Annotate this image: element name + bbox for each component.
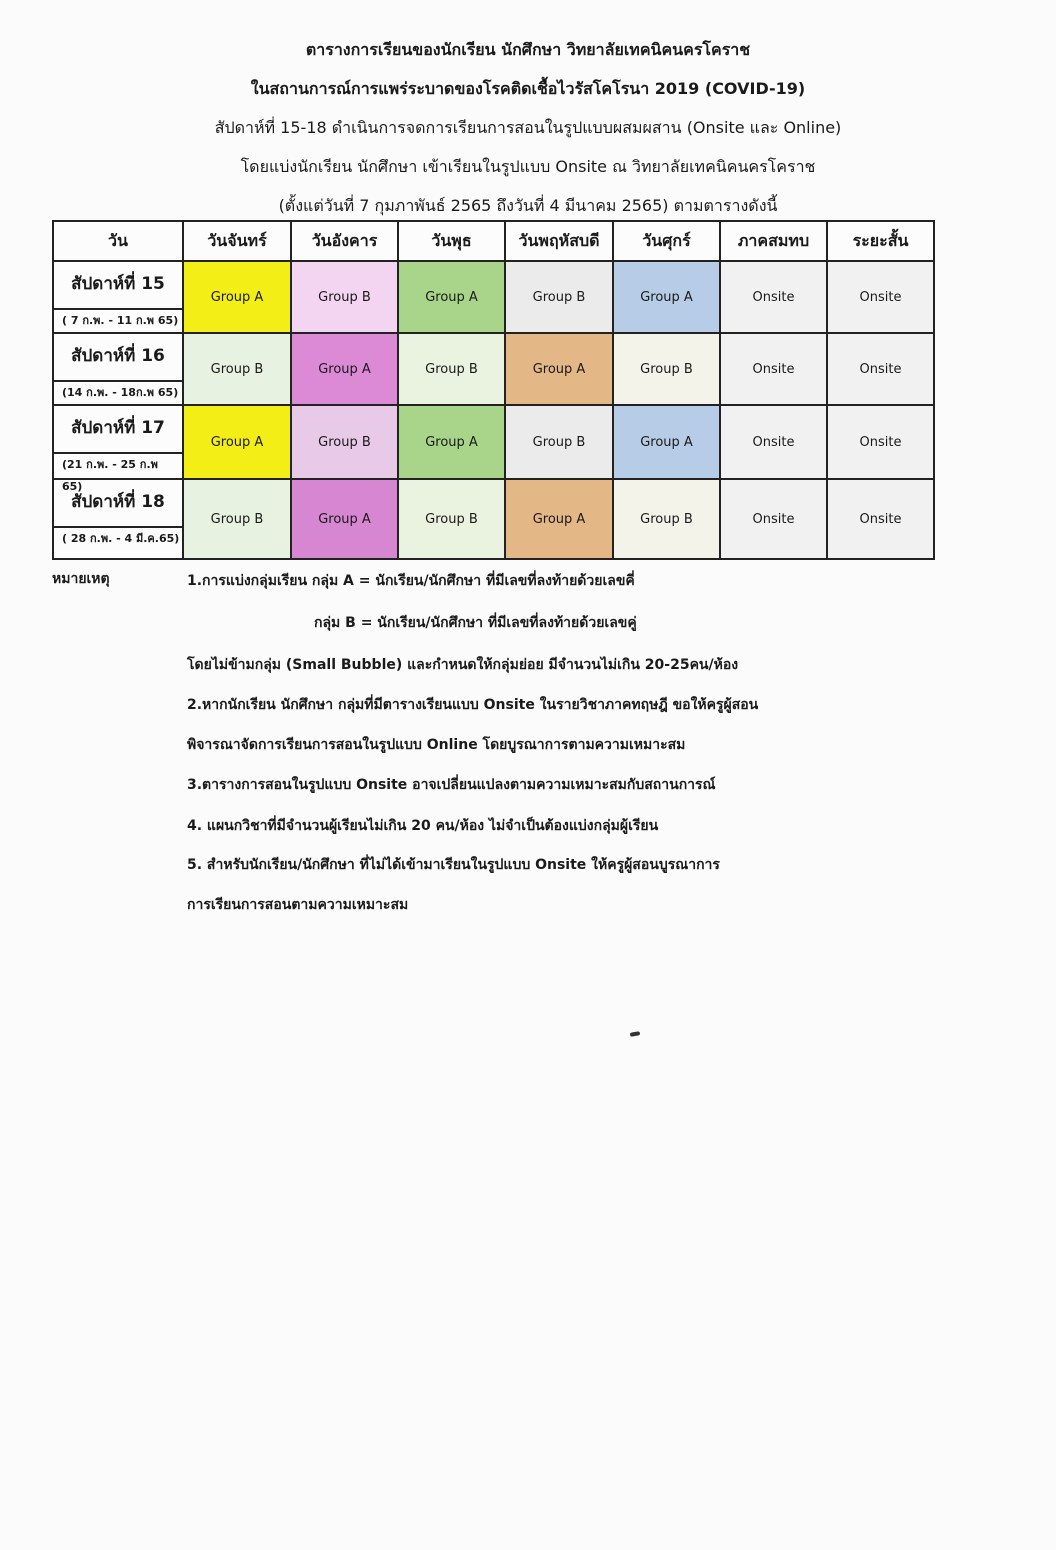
schedule-cell: Group A [613,261,720,333]
week-cell [53,261,183,333]
schedule-cell: Group A [613,405,720,479]
schedule-cell: Group B [183,479,291,559]
week-cell [53,333,183,405]
note-3: 3.ตารางการสอนในรูปแบบ Onsite อาจเปลี่ยนแปลงตามความเหมาะสมกับสถานการณ์ [187,777,716,793]
note-1: 1.การแบ่งกลุ่มเรียน กลุ่ม A = นักเรียน/นักศึกษา ที่มีเลขที่ลงท้ายด้วยเลขคี่ [187,573,635,589]
table-row [53,405,934,479]
table-row [53,479,934,559]
week-label: สัปดาห์ที่ 16 [54,334,182,382]
schedule-cell: Group B [505,261,613,333]
note-2b: พิจารณาจัดการเรียนการสอนในรูปแบบ Online โดยบูรณาการตามความเหมาะสม [187,737,686,753]
schedule-cell: Group A [398,261,505,333]
note-1b: กลุ่ม B = นักเรียน/นักศึกษา ที่มีเลขที่ลงท้ายด้วยเลขคู่ [314,615,637,631]
schedule-cell: Onsite [720,261,827,333]
note-5: 5. สำหรับนักเรียน/นักศึกษา ที่ไม่ได้เข้ามาเรียนในรูปแบบ Onsite ให้ครูผู้สอนบูรณาการ [187,857,720,873]
table-row [53,333,934,405]
ink-mark [630,1031,641,1037]
schedule-cell: Group B [505,405,613,479]
schedule-cell: Group B [291,261,398,333]
document-header [0,40,1056,235]
col-header-friday: วันศุกร์ [613,221,720,261]
title-line-5: (ตั้งแต่วันที่ 7 กุมภาพันธ์ 2565 ถึงวันที่ 4 มีนาคม 2565) ตามตารางดังนี้ [278,196,778,215]
note-1c: โดยไม่ข้ามกลุ่ม (Small Bubble) และกำหนดให้กลุ่มย่อย มีจำนวนไม่เกิน 20-25คน/ห้อง [187,657,739,673]
schedule-cell: Onsite [720,333,827,405]
col-header-day: วัน [53,221,183,261]
schedule-cell: Onsite [827,405,934,479]
col-header-thursday: วันพฤหัสบดี [505,221,613,261]
schedule-cell: Onsite [720,479,827,559]
schedule-cell: Group A [291,479,398,559]
schedule-cell: Group A [183,405,291,479]
week-dates: ( 7 ก.พ. - 11 ก.พ 65) [62,314,179,327]
title-line-4: โดยแบ่งนักเรียน นักศึกษา เข้าเรียนในรูปแบบ Onsite ณ วิทยาลัยเทคนิคนครโคราช [240,157,816,176]
week-label: สัปดาห์ที่ 15 [54,262,182,310]
table-row [53,261,934,333]
schedule-cell: Onsite [827,333,934,405]
schedule-cell: Onsite [720,405,827,479]
col-header-short-course: ระยะสั้น [827,221,934,261]
schedule-cell: Group A [183,261,291,333]
week-dates: (21 ก.พ. - 25 ก.พ 65) [62,458,158,493]
title-line-1: ตารางการเรียนของนักเรียน นักศึกษา วิทยาลัยเทคนิคนครโคราช [305,40,751,59]
schedule-cell: Group B [613,479,720,559]
schedule-cell: Group B [398,333,505,405]
week-dates: (14 ก.พ. - 18ก.พ 65) [62,386,179,399]
table-header-row [53,221,934,261]
title-line-2: ในสถานการณ์การแพร่ระบาดของโรคติดเชื้อไวรัสโคโรนา 2019 (COVID-19) [250,79,806,98]
col-header-monday: วันจันทร์ [183,221,291,261]
notes-label: หมายเหตุ [52,571,110,587]
schedule-cell: Group B [613,333,720,405]
title-line-3: สัปดาห์ที่ 15-18 ดำเนินการจดการเรียนการสอนในรูปแบบผสมผสาน (Onsite และ Online) [214,118,842,137]
week-label: สัปดาห์ที่ 17 [54,406,182,454]
col-header-evening: ภาคสมทบ [720,221,827,261]
schedule-cell: Group B [291,405,398,479]
schedule-cell: Group A [505,333,613,405]
note-2: 2.หากนักเรียน นักศึกษา กลุ่มที่มีตารางเรียนแบบ Onsite ในรายวิชาภาคทฤษฎี ขอให้ครูผู้สอน [187,697,759,713]
note-4: 4. แผนกวิชาที่มีจำนวนผู้เรียนไม่เกิน 20 คน/ห้อง ไม่จำเป็นต้องแบ่งกลุ่มผู้เรียน [187,818,659,834]
schedule-cell: Group A [291,333,398,405]
schedule-cell: Group A [505,479,613,559]
week-cell [53,479,183,559]
schedule-cell: Onsite [827,261,934,333]
week-cell [53,405,183,493]
col-header-tuesday: วันอังคาร [291,221,398,261]
schedule-cell: Onsite [827,479,934,559]
schedule-table [52,220,935,560]
week-dates: ( 28 ก.พ. - 4 มี.ค.65) [62,532,180,545]
col-header-wednesday: วันพุธ [398,221,505,261]
week-label: สัปดาห์ที่ 18 [54,480,182,528]
schedule-cell: Group A [398,405,505,479]
note-5b: การเรียนการสอนตามความเหมาะสม [187,897,409,913]
schedule-cell: Group B [183,333,291,405]
schedule-cell: Group B [398,479,505,559]
